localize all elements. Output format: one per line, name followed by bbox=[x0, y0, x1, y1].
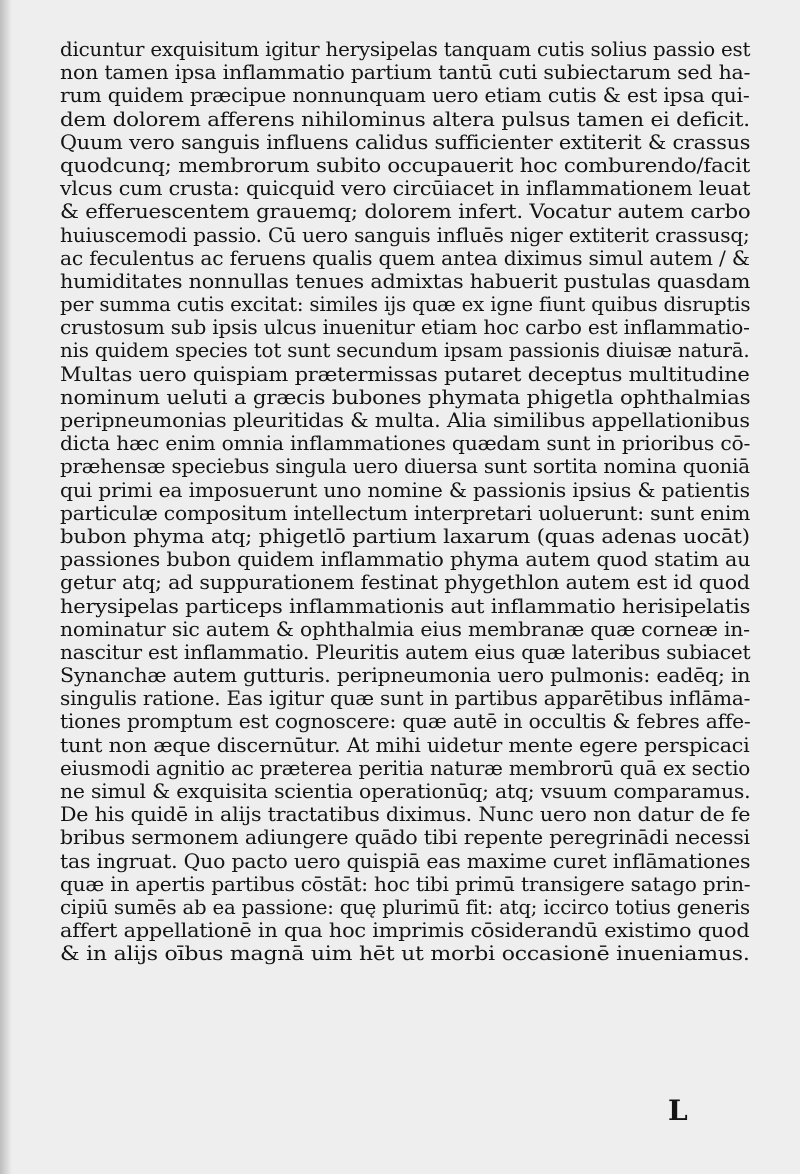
text-line: peripneumonias pleuritidas & multa. Alia similibus appellationibus bbox=[60, 409, 750, 432]
text-line: Synanchæ autem gutturis. peripneumonia uero pulmonis: eadēq; in bbox=[60, 664, 751, 688]
text-line: vlcus cum crusta: quicquid vero circūiacet in inflammationem leuat bbox=[60, 177, 751, 201]
text-line: affert appellationē in qua hoc imprimis cōsiderandū existimo quod bbox=[60, 919, 750, 943]
text-line: Quum vero sanguis influens calidus sufficienter extiterit & crassus bbox=[60, 130, 751, 154]
text-line: passiones bubon quidem inflammatio phyma autem quod statim au bbox=[60, 548, 751, 572]
text-line: & efferuescentem grauemq; dolorem infert. Vocatur autem carbo bbox=[60, 200, 751, 224]
text-line: bubon phyma atq; phigetlō partium laxarum (quas adenas uocāt) bbox=[60, 524, 750, 548]
text-line: herysipelas particeps inflammationis aut inflammatio herisipelatis bbox=[60, 594, 751, 618]
text-line: tas ingruat. Quo pacto uero quispiā eas maxime curet inflāmationes bbox=[60, 849, 751, 873]
text-line: quæ in apertis partibus cōstāt: hoc tibi primū transigere satago prin‑ bbox=[60, 872, 751, 896]
text-line: & in alijs oībus magnā uim hēt ut morbi occasionē inueniamus. bbox=[60, 942, 750, 966]
text-line: getur atq; ad suppurationem festinat phygethlon autem est id quod bbox=[60, 571, 750, 595]
text-line: quodcunq; membrorum subito occupauerit hoc comburendo/facit bbox=[60, 153, 751, 177]
text-line: nominum ueluti a græcis bubones phymata phigetla ophthalmias bbox=[60, 385, 751, 409]
text-line: bribus sermonem adiungere quādo tibi repente peregrinādi necessi bbox=[60, 826, 750, 850]
text-line: dicta hæc enim omnia inflammationes quædam sunt in prioribus cō‑ bbox=[60, 432, 751, 456]
text-line: ac feculentus ac feruens qualis quem antea diximus simul autem / & bbox=[60, 246, 750, 270]
text-line: crustosum sub ipsis ulcus inuenitur etiam hoc carbo est inflammatio‑ bbox=[60, 316, 750, 340]
text-line: præhensæ speciebus singula uero diuersa sunt sortita nomina quoniā bbox=[60, 455, 750, 479]
signature-mark: L bbox=[668, 1094, 688, 1127]
text-line: huiuscemodi passio. Cū uero sanguis influēs niger extiterit crassusq; bbox=[60, 223, 750, 247]
text-line: dem dolorem afferens nihilominus altera pulsus tamen ei deficit. bbox=[60, 107, 750, 131]
text-line: singulis ratione. Eas igitur quæ sunt in partibus apparētibus inflāma‑ bbox=[60, 687, 751, 711]
latin-text-block bbox=[60, 38, 750, 966]
text-line: dicuntur exquisitum igitur herysipelas tanquam cutis solius passio est bbox=[60, 38, 751, 61]
text-line: tiones promptum est cognoscere: quæ autē in occultis & febres affe‑ bbox=[60, 710, 751, 734]
text-line: tunt non æque discernūtur. At mihi uidetur mente egere perspicaci bbox=[60, 733, 750, 757]
text-line: eiusmodi agnitio ac præterea peritia naturæ membrorū quā ex sectio bbox=[60, 756, 751, 780]
text-line: De his quidē in alijs tractatibus diximus. Nunc uero non datur de fe bbox=[60, 803, 751, 827]
page-edge-shadow bbox=[0, 0, 12, 1174]
text-line: ne simul & exquisita scientia operationūq; atq; vsuum comparamus. bbox=[60, 780, 751, 803]
text-line: qui primi ea imposuerunt uno nomine & passionis ipsius & patientis bbox=[60, 478, 750, 502]
text-line: particulæ compositum intellectum interpretari uoluerunt: sunt enim bbox=[60, 501, 751, 525]
text-line: nascitur est inflammatio. Pleuritis autem eius quæ lateribus subiacet bbox=[60, 640, 751, 664]
text-line: non tamen ipsa inflammatio partium tantū cuti subiectarum sed ha‑ bbox=[60, 61, 751, 85]
text-line: humiditates nonnullas tenues admixtas habuerit pustulas quasdam bbox=[60, 269, 751, 293]
text-line: nis quidem species tot sunt secundum ipsam passionis diuisæ naturā. bbox=[60, 339, 750, 363]
text-line: nominatur sic autem & ophthalmia eius membranæ quæ corneæ in‑ bbox=[60, 617, 750, 641]
text-line: rum quidem præcipue nonnunquam uero etiam cutis & est ipsa qui‑ bbox=[60, 84, 750, 108]
text-line: cipiū sumēs ab ea passione: quę plurimū fit: atq; iccirco totius generis bbox=[60, 895, 750, 919]
text-line: Multas uero quispiam prætermissas putaret deceptus multitudine bbox=[60, 362, 750, 386]
text-line: per summa cutis excitat: similes ijs quæ ex igne fiunt quibus disruptis bbox=[60, 293, 751, 317]
